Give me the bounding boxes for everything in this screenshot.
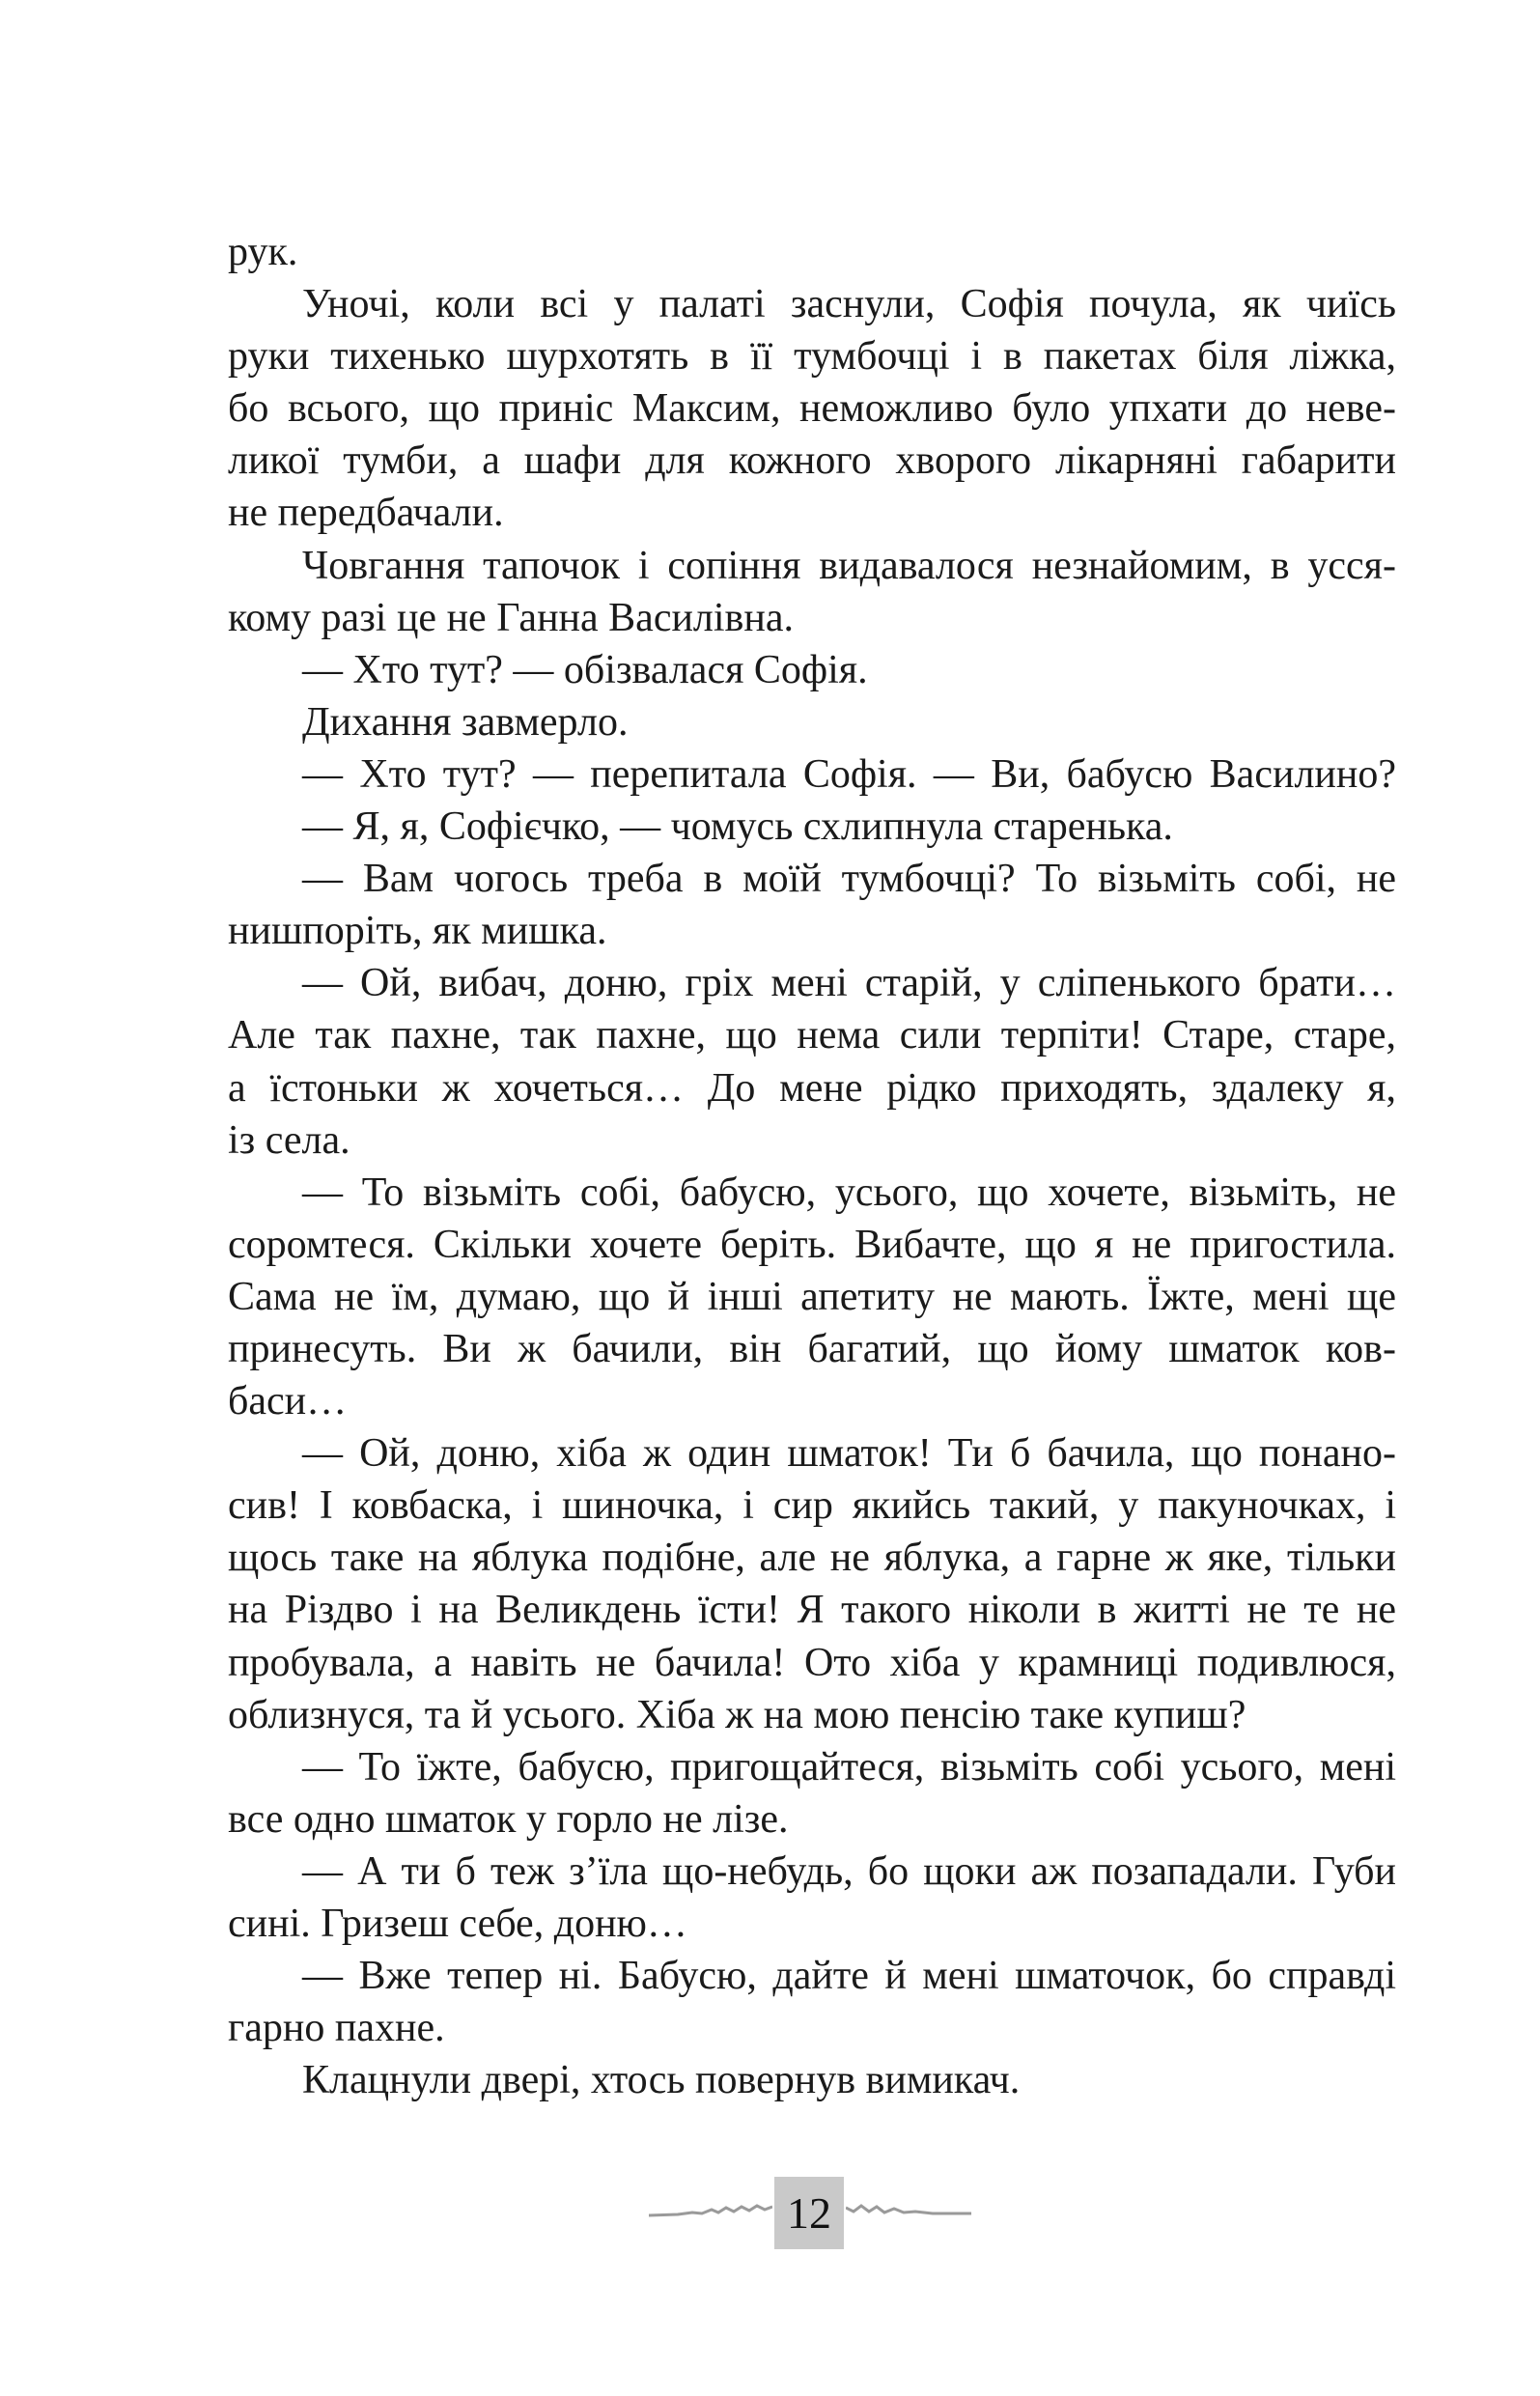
text-line-content: — Ой, вибач, доню, гріх мені старій, у сліпенького брати… xyxy=(302,961,1396,1006)
text-line xyxy=(228,382,1396,435)
text-line xyxy=(228,592,1396,644)
text-line xyxy=(228,1480,1396,1532)
text-line-content: бо всього, що приніс Максим, неможливо було упхати до неве- xyxy=(228,386,1396,432)
text-line-content: Але так пахне, так пахне, що нема сили терпіти! Старе, старе, xyxy=(228,1013,1396,1058)
text-line-content: облизнуся, та й усього. Хіба ж на мою пенсію таке купиш? xyxy=(228,1692,1246,1737)
text-line-content: — То візьміть собі, бабусю, усього, що хочете, візьміть, не xyxy=(302,1170,1396,1215)
text-line-content: руки тихенько шурхотять в її тумбочці і в пакетах біля ліжка, xyxy=(228,334,1396,380)
text-line-content: Дихання завмерло. xyxy=(302,699,629,745)
text-line-content: — Я, я, Софієчко, — чомусь схлипнула старенька. xyxy=(302,804,1173,850)
text-line xyxy=(228,1584,1396,1636)
text-line xyxy=(228,435,1396,487)
text-line-content: все одно шматок у горло не лізе. xyxy=(228,1796,789,1842)
text-line xyxy=(228,801,1396,853)
text-line xyxy=(228,1114,1396,1167)
text-line-content: сив! І ковбаска, і шиночка, і сир якийсь такий, у пакуночках, і xyxy=(228,1483,1396,1529)
text-line xyxy=(228,540,1396,592)
text-line-content: — А ти б теж з’їла що-небудь, бо щоки аж позападали. Губи xyxy=(302,1848,1396,1894)
body-text xyxy=(228,226,1396,2106)
text-line-content: на Різдво і на Великдень їсти! Я такого ніколи в житті не те не xyxy=(228,1588,1396,1633)
text-line xyxy=(228,2002,1396,2054)
text-line xyxy=(228,1532,1396,1584)
text-line xyxy=(228,1741,1396,1793)
text-line xyxy=(228,644,1396,696)
text-line-content: — Вже тепер ні. Бабусю, дайте й мені шматочок, бо справді xyxy=(302,1954,1396,1999)
text-line-content: кому разі це не Ганна Василівна. xyxy=(228,595,795,640)
text-line xyxy=(228,1427,1396,1480)
ornament-left-icon xyxy=(649,2204,772,2219)
text-line-content: — Ой, доню, хіба ж один шматок! Ти б бачила, що понано- xyxy=(302,1431,1396,1477)
text-line xyxy=(228,748,1396,801)
text-line xyxy=(228,1793,1396,1846)
text-line-content: — То їжте, бабусю, пригощайтеся, візьміть собі усього, мені xyxy=(302,1744,1396,1790)
text-line-content: Клацнули двері, хтось повернув вимикач. xyxy=(302,2058,1021,2103)
text-line xyxy=(228,696,1396,748)
text-line xyxy=(228,1950,1396,2002)
text-line-content: баси… xyxy=(228,1379,348,1424)
text-line-content: рук. xyxy=(228,230,298,274)
text-line-content: соромтеся. Скільки хочете беріть. Вибачте, що я не пригостила. xyxy=(228,1222,1396,1267)
text-line-content: а їстоньки ж хочеться… До мене рідко приходять, здалеку я, xyxy=(228,1065,1396,1111)
text-line-content: ликої тумби, а шафи для кожного хворого лікарняні габарити xyxy=(228,438,1396,484)
text-line xyxy=(228,1062,1396,1114)
text-line-content: — Хто тут? — перепитала Софія. — Ви, бабусю Василино? xyxy=(302,751,1396,797)
text-line xyxy=(228,330,1396,382)
text-line-content: щось таке на яблука подібне, але не яблука, а гарне ж яке, тільки xyxy=(228,1536,1396,1581)
text-line-content: пробувала, а навіть не бачила! Ото хіба у крамниці подивлюся, xyxy=(228,1640,1396,1685)
text-line-content: не передбачали. xyxy=(228,491,504,536)
text-line xyxy=(228,957,1396,1009)
text-line xyxy=(228,278,1396,330)
text-line xyxy=(228,1167,1396,1219)
text-line xyxy=(228,1375,1396,1427)
text-line-content: нишпоріть, як мишка. xyxy=(228,909,607,954)
text-line xyxy=(228,1323,1396,1375)
page-number: 12 xyxy=(774,2177,844,2249)
text-line xyxy=(228,1637,1396,1689)
text-line xyxy=(228,1009,1396,1061)
text-line-content: із села. xyxy=(228,1117,350,1163)
text-line xyxy=(228,226,1396,278)
text-line xyxy=(228,1898,1396,1950)
text-line xyxy=(228,2054,1396,2106)
text-line xyxy=(228,1846,1396,1898)
text-line-content: — Вам чогось треба в моїй тумбочці? То візьміть собі, не xyxy=(302,857,1396,902)
text-line-content: принесуть. Ви ж бачили, він багатий, що йому шматок ков- xyxy=(228,1326,1396,1371)
ornament-right-icon xyxy=(846,2204,971,2219)
text-line xyxy=(228,905,1396,957)
page-footer xyxy=(0,2177,1540,2249)
text-line-content: Човгання тапочок і сопіння видавалося незнайомим, в усся- xyxy=(302,543,1396,588)
text-line-content: — Хто тут? — обізвалася Софія. xyxy=(302,647,868,692)
text-line xyxy=(228,1689,1396,1741)
text-line-content: Сама не їм, думаю, що й інші апетиту не мають. Їжте, мені ще xyxy=(228,1274,1396,1319)
text-line-content: Уночі, коли всі у палаті заснули, Софія почула, як чиїсь xyxy=(302,282,1396,327)
text-line xyxy=(228,487,1396,539)
text-line xyxy=(228,853,1396,905)
text-line-content: гарно пахне. xyxy=(228,2006,445,2051)
text-line xyxy=(228,1271,1396,1323)
text-line xyxy=(228,1219,1396,1271)
text-line-content: сині. Гризеш себе, доню… xyxy=(228,1902,687,1946)
